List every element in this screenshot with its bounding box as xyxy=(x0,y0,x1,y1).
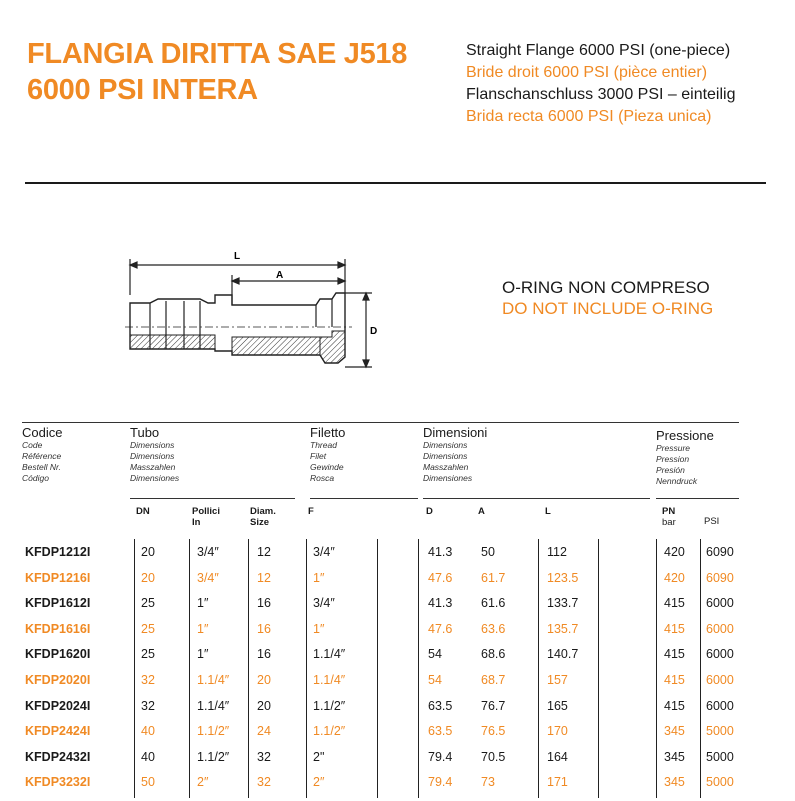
cell-psi: 5000 xyxy=(706,749,734,764)
cell-d: 47.6 xyxy=(428,570,453,585)
cell-psi: 6000 xyxy=(706,621,734,636)
title-line-2: 6000 PSI INTERA xyxy=(27,74,258,106)
cell-bar: 415 xyxy=(664,647,685,662)
col-f: F xyxy=(308,506,314,517)
cell-psi: 6090 xyxy=(706,570,734,585)
cell-l: 164 xyxy=(547,749,568,764)
cell-d: 79.4 xyxy=(428,775,453,790)
cell-l: 112 xyxy=(547,545,567,559)
cell-bar: 415 xyxy=(664,596,685,611)
cell-size: 16 xyxy=(257,647,271,662)
col-pn: PN bar xyxy=(662,506,676,528)
oring-note-it: O-RING NON COMPRESO xyxy=(502,278,710,297)
table-row xyxy=(0,596,795,622)
cell-d: 41.3 xyxy=(428,545,453,559)
col-a: A xyxy=(478,506,485,517)
cell-f: 1.1/4″ xyxy=(313,673,346,687)
cell-a: 76.5 xyxy=(481,724,506,739)
tubo-underline xyxy=(130,498,295,499)
cell-in: 3/4″ xyxy=(197,570,219,585)
translation-en: Straight Flange 6000 PSI (one-piece) xyxy=(466,42,731,59)
cell-f: 1″ xyxy=(313,570,325,585)
cell-psi: 6000 xyxy=(706,698,734,713)
cell-size: 16 xyxy=(257,596,271,611)
cell-l: 135.7 xyxy=(547,621,579,636)
cell-in: 3/4″ xyxy=(197,545,219,559)
cell-in: 1.1/2″ xyxy=(197,724,230,739)
cell-bar: 415 xyxy=(664,673,685,687)
cell-a: 61.6 xyxy=(481,596,506,611)
group-header-codice: Codice Code Référence Bestell Nr. Código xyxy=(22,425,63,483)
table-row xyxy=(0,647,795,673)
cell-in: 1.1/4″ xyxy=(197,698,230,713)
cell-d: 63.5 xyxy=(428,698,453,713)
cell-in: 1.1/2″ xyxy=(197,749,230,764)
cell-l: 171 xyxy=(547,775,568,790)
cell-size: 16 xyxy=(257,621,271,636)
cell-f: 2″ xyxy=(313,775,325,790)
pressione-underline xyxy=(656,498,739,499)
table-row xyxy=(0,673,795,699)
cell-l: 170 xyxy=(547,724,568,739)
cell-f: 1″ xyxy=(313,621,325,636)
cell-psi: 6090 xyxy=(706,545,734,559)
cell-code: KFDP2424I xyxy=(25,724,91,739)
cell-f: 1.1/4″ xyxy=(313,647,346,662)
table-row xyxy=(0,545,795,571)
cell-in: 2″ xyxy=(197,775,209,790)
filetto-underline xyxy=(310,498,418,499)
fitting-drawing xyxy=(120,245,380,385)
cell-in: 1.1/4″ xyxy=(197,673,230,687)
cell-d: 47.6 xyxy=(428,621,453,636)
cell-size: 24 xyxy=(257,724,271,739)
cell-f: 3/4″ xyxy=(313,545,335,559)
cell-psi: 5000 xyxy=(706,724,734,739)
cell-l: 165 xyxy=(547,698,568,713)
table-row xyxy=(0,750,795,776)
cell-dn: 25 xyxy=(141,596,155,611)
cell-d: 41.3 xyxy=(428,596,453,611)
cell-bar: 420 xyxy=(664,570,685,585)
table-row xyxy=(0,699,795,725)
cell-dn: 25 xyxy=(141,647,155,662)
cell-bar: 345 xyxy=(664,724,685,739)
col-diam: Diam. Size xyxy=(250,506,276,528)
group-header-tubo: Tubo Dimensions Dimensions Masszahlen Dimensiones xyxy=(130,425,180,483)
cell-a: 63.6 xyxy=(481,621,506,636)
table-row xyxy=(0,775,795,801)
translation-es: Brida recta 6000 PSI (Pieza unica) xyxy=(466,108,712,125)
cell-code: KFDP1620I xyxy=(25,647,91,662)
cell-size: 32 xyxy=(257,749,271,764)
cell-bar: 415 xyxy=(664,621,685,636)
col-psi: PSI xyxy=(704,516,720,527)
cell-psi: 6000 xyxy=(706,596,734,611)
cell-size: 32 xyxy=(257,775,271,790)
cell-code: KFDP1616I xyxy=(25,621,91,636)
cell-code: KFDP1212I xyxy=(25,545,91,559)
cell-bar: 345 xyxy=(664,775,685,790)
cell-dn: 32 xyxy=(141,673,155,687)
cell-d: 54 xyxy=(428,647,442,662)
col-pollici: Pollici In xyxy=(192,506,220,528)
cell-code: KFDP2432I xyxy=(25,749,91,764)
cell-a: 73 xyxy=(481,775,495,790)
header-divider xyxy=(25,182,766,184)
cell-psi: 6000 xyxy=(706,647,734,662)
cell-l: 140.7 xyxy=(547,647,579,662)
cell-a: 68.6 xyxy=(481,647,506,662)
cell-d: 54 xyxy=(428,673,442,687)
translation-de: Flanschanschluss 3000 PSI – einteilig xyxy=(466,86,736,103)
group-header-filetto: Filetto Thread Filet Gewinde Rosca xyxy=(310,425,346,483)
oring-note-en: DO NOT INCLUDE O-RING xyxy=(502,299,714,318)
cell-a: 76.7 xyxy=(481,698,506,713)
cell-a: 70.5 xyxy=(481,749,506,764)
cell-f: 3/4″ xyxy=(313,596,335,611)
translation-fr: Bride droit 6000 PSI (pièce entier) xyxy=(466,64,708,81)
cell-code: KFDP3232I xyxy=(25,775,91,790)
cell-dn: 40 xyxy=(141,724,155,739)
col-dn: DN xyxy=(136,506,150,517)
title-translations xyxy=(466,40,736,128)
col-d: D xyxy=(426,506,433,517)
cell-dn: 40 xyxy=(141,749,155,764)
cell-l: 123.5 xyxy=(547,570,579,585)
cell-f: 1.1/2″ xyxy=(313,724,346,739)
cell-f: 2" xyxy=(313,749,325,764)
group-header-pressione: Pressione Pressure Pression Presión Nenndruck xyxy=(656,428,714,486)
cell-size: 12 xyxy=(257,570,271,585)
cell-dn: 50 xyxy=(141,775,155,790)
cell-l: 157 xyxy=(547,673,568,687)
cell-d: 63.5 xyxy=(428,724,453,739)
page-title xyxy=(27,36,407,108)
cell-dn: 25 xyxy=(141,621,155,636)
label-D: D xyxy=(370,326,378,337)
cell-code: KFDP1612I xyxy=(25,596,91,611)
cell-f: 1.1/2″ xyxy=(313,698,346,713)
cell-size: 12 xyxy=(257,545,271,559)
cell-dn: 20 xyxy=(141,570,155,585)
col-l: L xyxy=(545,506,551,517)
cell-in: 1″ xyxy=(197,596,209,611)
cell-bar: 415 xyxy=(664,698,685,713)
cell-psi: 5000 xyxy=(706,775,734,790)
cell-code: KFDP2024I xyxy=(25,698,91,713)
cell-a: 50 xyxy=(481,545,495,559)
cell-size: 20 xyxy=(257,698,271,713)
group-header-dimensioni: Dimensioni Dimensions Dimensions Masszahlen Dimensiones xyxy=(423,425,488,483)
cell-a: 61.7 xyxy=(481,570,506,585)
table-row xyxy=(0,724,795,750)
cell-in: 1″ xyxy=(197,621,209,636)
oring-note xyxy=(502,277,713,319)
cell-d: 79.4 xyxy=(428,749,453,764)
cell-in: 1″ xyxy=(197,647,209,662)
cell-code: KFDP1216I xyxy=(25,570,91,585)
cell-size: 20 xyxy=(257,673,271,687)
cell-a: 68.7 xyxy=(481,673,506,687)
cell-dn: 20 xyxy=(141,545,155,559)
label-L: L xyxy=(234,251,241,262)
table-row xyxy=(0,571,795,597)
title-line-1: FLANGIA DIRITTA SAE J518 xyxy=(27,38,408,70)
cell-l: 133.7 xyxy=(547,596,579,611)
cell-psi: 6000 xyxy=(706,673,734,687)
cell-dn: 32 xyxy=(141,698,155,713)
label-A: A xyxy=(276,270,284,281)
cell-bar: 345 xyxy=(664,749,685,764)
cell-bar: 420 xyxy=(664,545,685,559)
table-row xyxy=(0,622,795,648)
table-top-line xyxy=(22,422,739,423)
cell-code: KFDP2020I xyxy=(25,673,91,687)
dimensioni-underline xyxy=(423,498,650,499)
